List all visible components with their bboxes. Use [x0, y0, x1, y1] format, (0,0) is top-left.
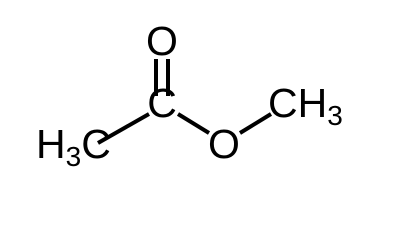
ester-oxygen-label: O — [208, 121, 240, 167]
left-methyl-hydrogen: H — [36, 121, 66, 167]
left-methyl-subscript: 3 — [65, 141, 82, 172]
left-methyl-label — [36, 121, 111, 172]
right-methyl-label — [268, 80, 343, 131]
right-methyl-ch: CH — [268, 80, 328, 126]
carbonyl-carbon-label: C — [147, 80, 177, 126]
left-methyl-carbon: C — [81, 121, 111, 167]
bond-oxygen-right-methyl — [240, 114, 271, 133]
bond-carbon-ester-oxygen — [178, 114, 209, 133]
right-methyl-subscript: 3 — [327, 100, 343, 131]
carbonyl-oxygen-label: O — [146, 18, 178, 64]
